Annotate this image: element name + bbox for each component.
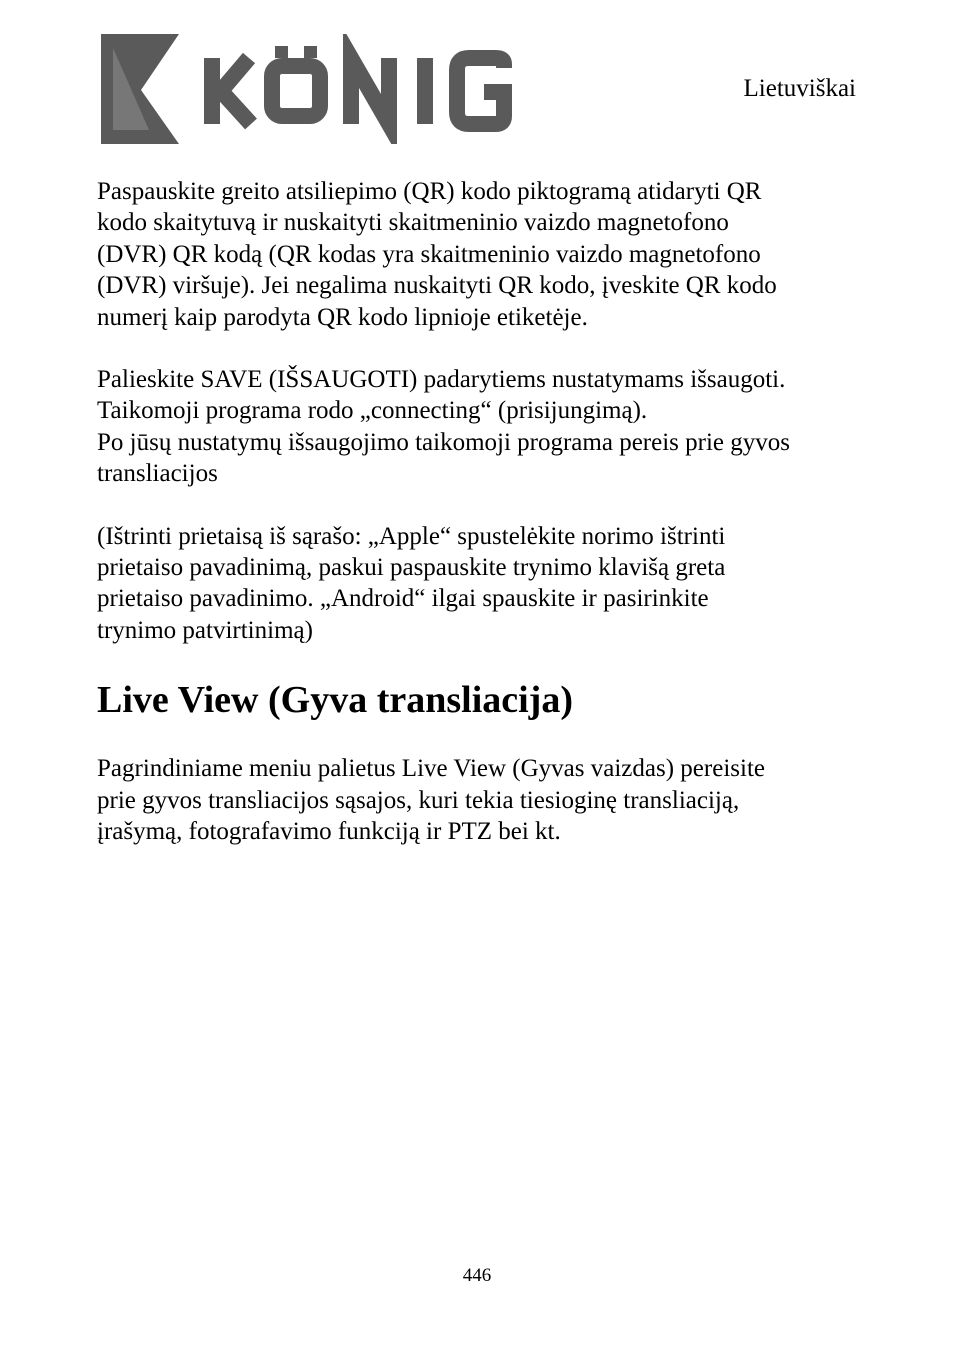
text-line: (DVR) QR kodą (QR kodas yra skaitmeninio vaizdo magnetofono xyxy=(97,240,761,268)
text-line: numerį kaip parodyta QR kodo lipnioje etiketėje. xyxy=(97,303,588,331)
paragraph-delete-device xyxy=(97,521,877,647)
text-line: Po jūsų nustatymų išsaugojimo taikomoji programa pereis prie gyvos xyxy=(97,428,790,456)
document-body xyxy=(97,176,877,879)
text-line: prie gyvos transliacijos sąsajos, kuri tekia tiesioginę transliaciją, xyxy=(97,786,740,814)
text-line: kodo skaitytuvą ir nuskaityti skaitmeninio vaizdo magnetofono xyxy=(97,209,729,237)
text-line: (Ištrinti prietaisą iš sąrašo: „Apple“ spustelėkite norimo ištrinti xyxy=(97,522,726,550)
paragraph-live-view xyxy=(97,753,877,847)
text-line: Taikomoji programa rodo „connecting“ (prisijungimą). xyxy=(97,397,648,425)
text-line: Pagrindiniame meniu palietus Live View (Gyvas vaizdas) pereisite xyxy=(97,755,765,783)
paragraph-save-settings xyxy=(97,364,877,490)
konig-logo xyxy=(99,34,515,144)
text-line: įrašymą, fotografavimo funkciją ir PTZ bei kt. xyxy=(97,818,561,846)
text-line: Palieskite SAVE (IŠSAUGOTI) padarytiems nustatymams išsaugoti. xyxy=(97,366,786,394)
language-label: Lietuviškai xyxy=(743,75,856,102)
text-line: prietaiso pavadinimą, paskui paspauskite trynimo klavišą greta xyxy=(97,554,726,582)
text-line: transliacijos xyxy=(97,460,218,488)
paragraph-qr-scan xyxy=(97,176,877,333)
page-number: 446 xyxy=(462,1265,492,1286)
text-line: Paspauskite greito atsiliepimo (QR) kodo piktogramą atidaryti QR xyxy=(97,178,762,205)
section-heading: Live View (Gyva transliacija) xyxy=(97,679,573,722)
text-line: (DVR) viršuje). Jei negalima nuskaityti QR kodo, įveskite QR kodo xyxy=(97,272,777,300)
text-line: trynimo patvirtinimą) xyxy=(97,616,313,644)
text-line: prietaiso pavadinimo. „Android“ ilgai spauskite ir pasirinkite xyxy=(97,585,709,613)
